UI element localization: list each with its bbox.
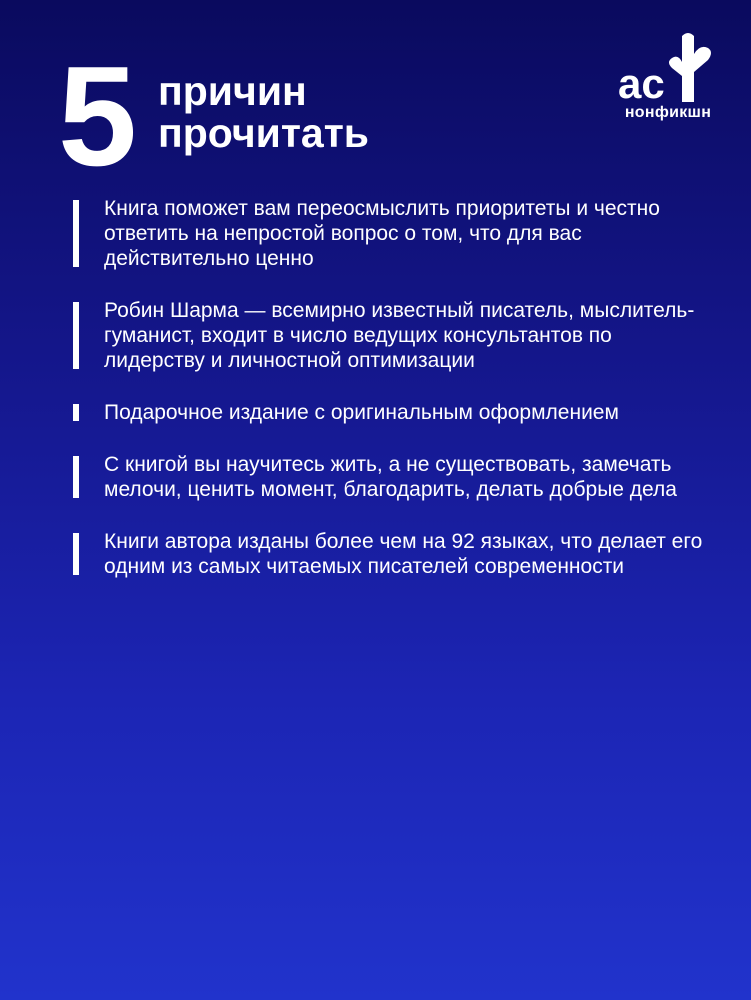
- bullet-bar: [73, 302, 79, 369]
- list-item: [73, 298, 713, 373]
- title-line-1: причин: [158, 68, 307, 114]
- reason-text: Книга поможет вам переосмыслить приоритеты и честно ответить на непростой вопрос о том, что для вас действительно ценно: [104, 197, 660, 270]
- list-item: [73, 400, 713, 425]
- list-item: [73, 529, 713, 579]
- bullet-bar: [73, 200, 79, 267]
- cactus-icon: [612, 28, 724, 106]
- reason-text: Книги автора изданы более чем на 92 языках, что делает его одним из самых читаемых писателей современности: [104, 530, 703, 578]
- reasons-list: [73, 196, 713, 606]
- big-number: 5: [58, 37, 135, 196]
- logo-mark: ас: [618, 60, 665, 106]
- list-item: [73, 452, 713, 502]
- bullet-bar: [73, 456, 79, 498]
- reason-text: Робин Шарма — всемирно известный писатель, мыслитель-гуманист, входит в число ведущих консультантов по лидерству и личностной оптимизации: [104, 299, 695, 372]
- page-title: [158, 70, 369, 154]
- publisher-logo: [612, 28, 724, 128]
- logo-caption: нонфикшн: [624, 104, 712, 121]
- list-item: [73, 196, 713, 271]
- bullet-bar: [73, 533, 79, 575]
- reason-text: С книгой вы научитесь жить, а не существовать, замечать мелочи, ценить момент, благодарить, делать добрые дела: [104, 453, 677, 501]
- title-line-2: прочитать: [158, 110, 370, 156]
- reason-text: Подарочное издание с оригинальным оформлением: [104, 401, 619, 424]
- bullet-bar: [73, 404, 79, 421]
